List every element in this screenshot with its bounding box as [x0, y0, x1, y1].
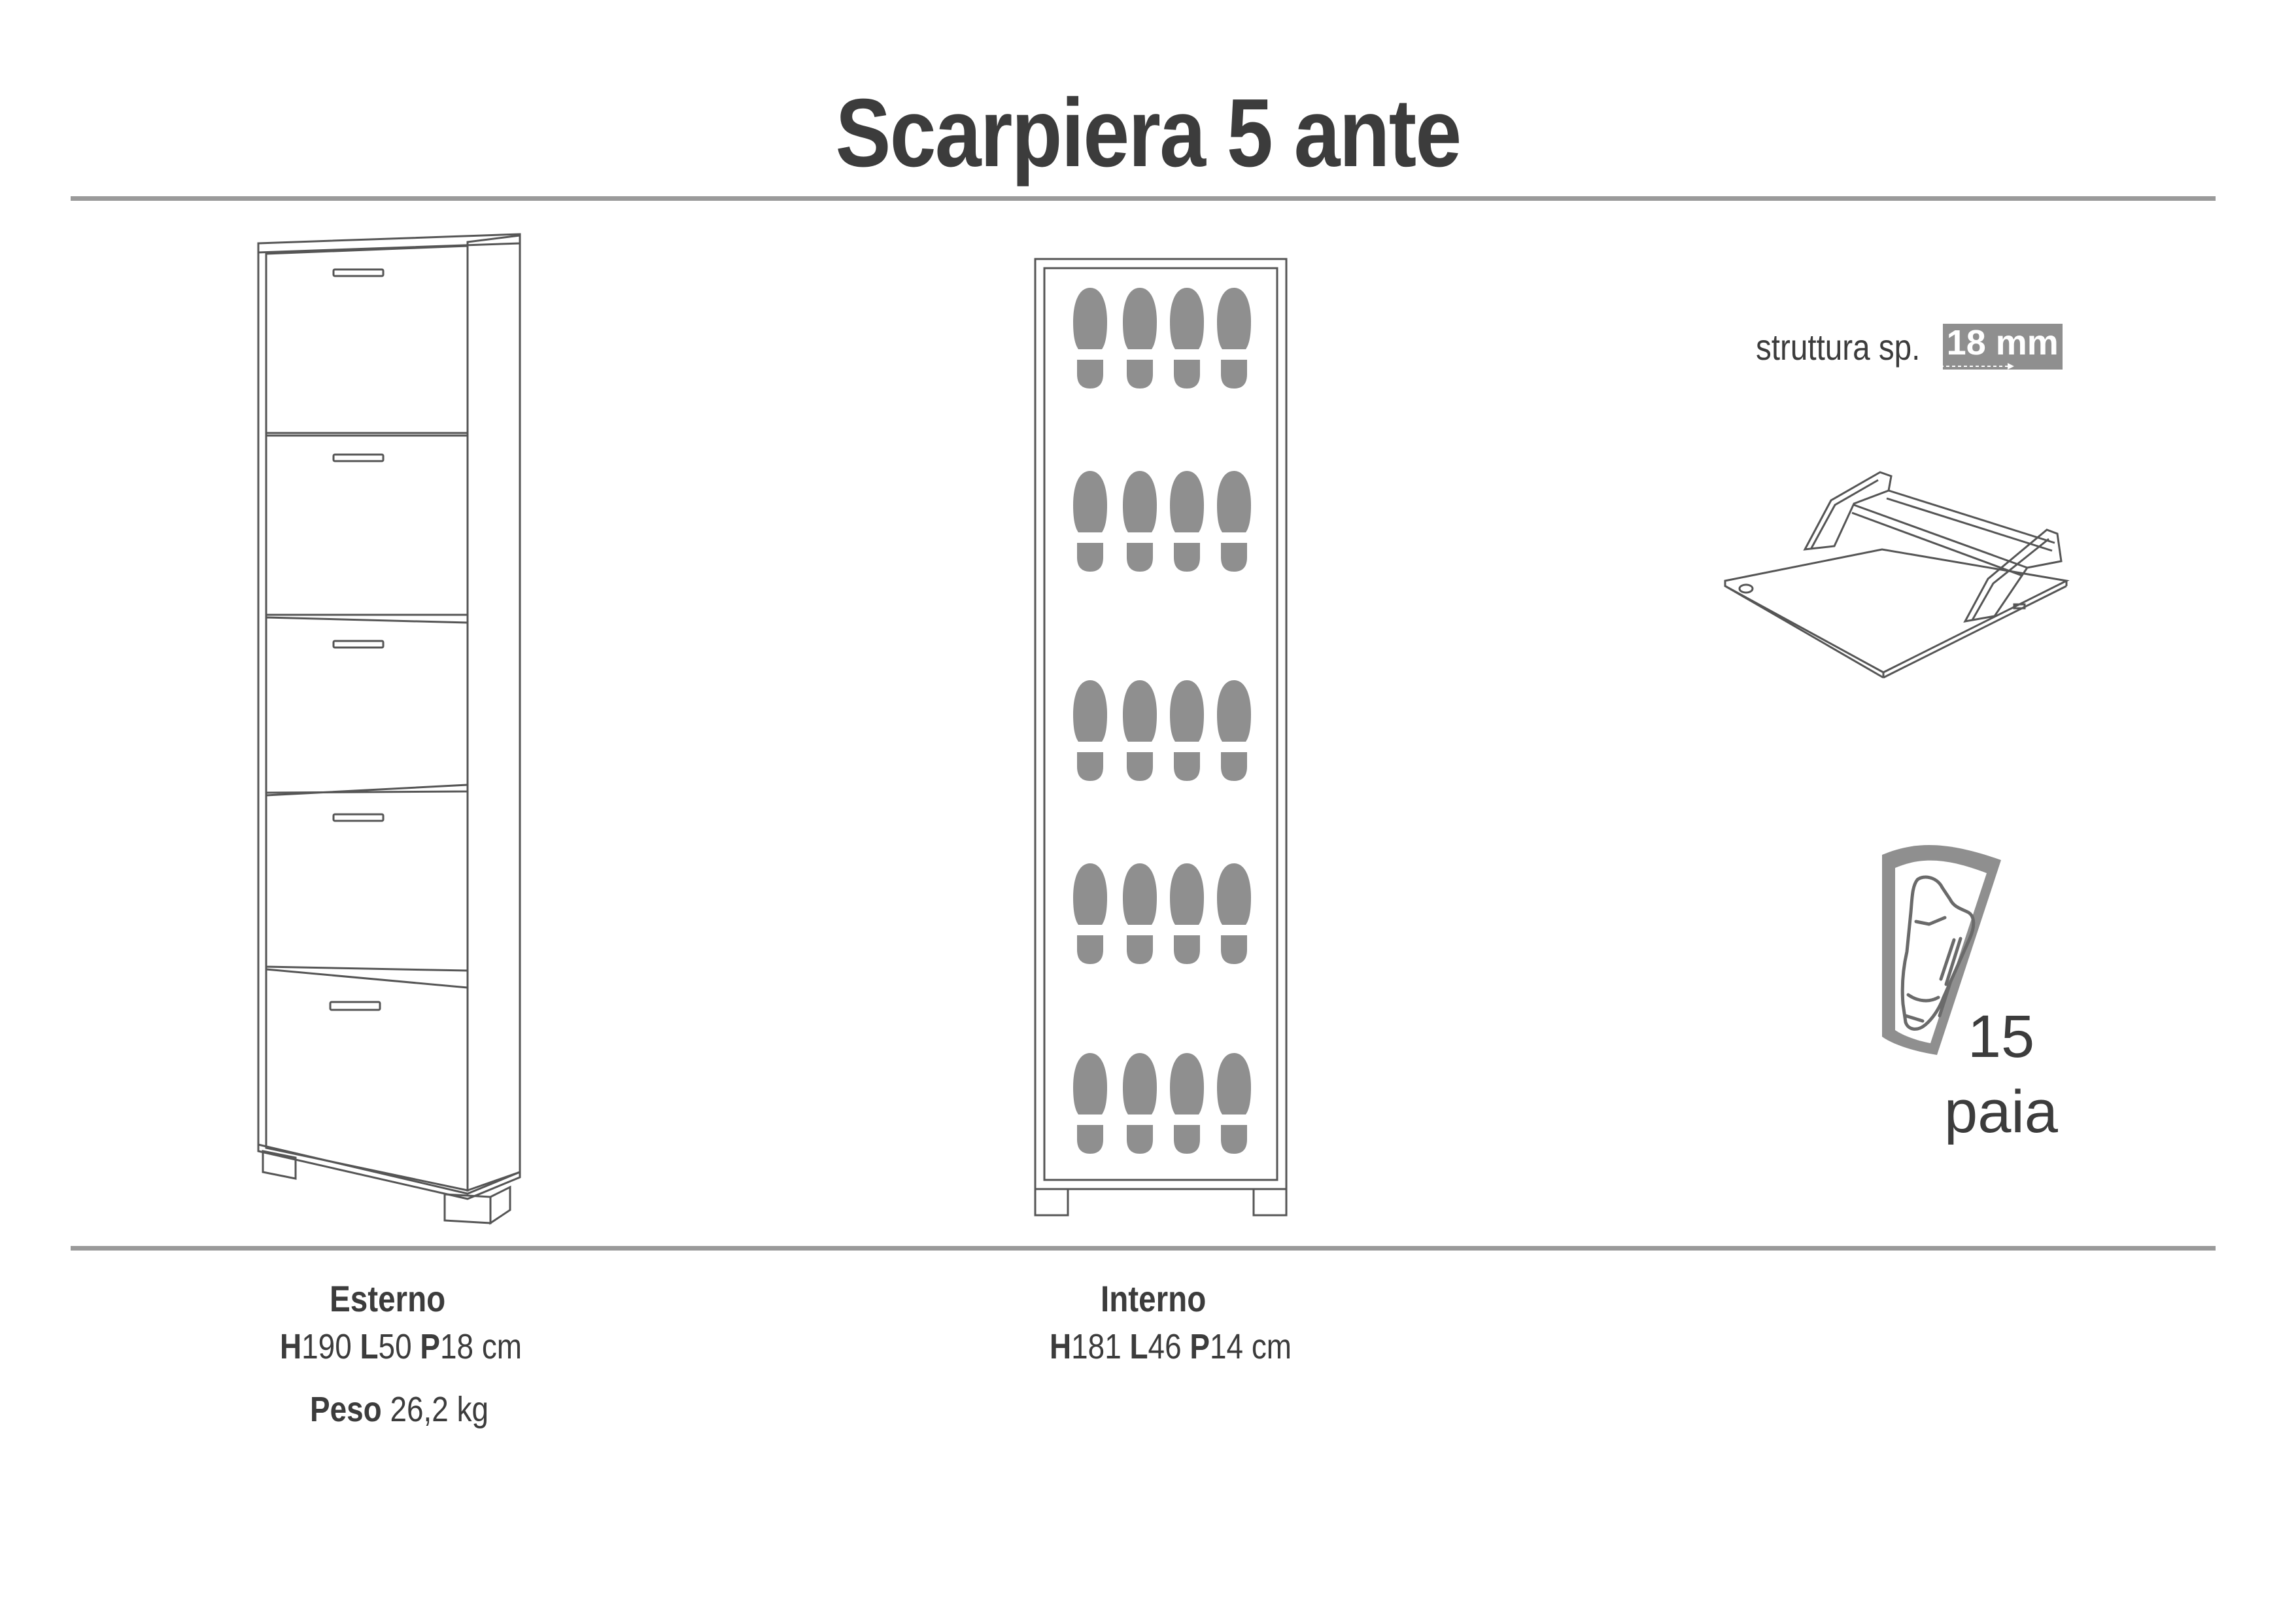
- exterior-h-label: H: [280, 1327, 302, 1366]
- interior-heading: Interno: [1101, 1278, 1207, 1319]
- shoe-cabinet-interior-drawing: [1030, 256, 1292, 1224]
- interior-dimensions: [1050, 1329, 1292, 1364]
- bottom-divider: [71, 1246, 2216, 1251]
- weight-value: 26,2 kg: [390, 1390, 489, 1429]
- structure-label: struttura sp.: [1756, 326, 1921, 368]
- weight-label: Peso: [310, 1390, 382, 1429]
- structure-thickness: [1756, 324, 2063, 370]
- interior-h-value: 181: [1071, 1327, 1122, 1366]
- exterior-p-label: P: [420, 1327, 441, 1366]
- thickness-arrow-icon: [1930, 360, 2015, 373]
- shoe-rack-shelf-drawing: [1720, 464, 2086, 687]
- exterior-dimensions: [280, 1329, 522, 1364]
- top-divider: [71, 196, 2216, 201]
- capacity-count: [1929, 999, 2073, 1150]
- interior-l-value: 46: [1148, 1327, 1182, 1366]
- footprint-rows: [1073, 288, 1251, 1154]
- interior-unit: cm: [1251, 1327, 1292, 1366]
- exterior-unit: cm: [481, 1327, 523, 1366]
- interior-p-value: 14: [1210, 1327, 1244, 1366]
- exterior-l-label: L: [360, 1327, 379, 1366]
- interior-h-label: H: [1050, 1327, 1072, 1366]
- exterior-heading: Esterno: [330, 1278, 446, 1319]
- pairs-number: 15: [1967, 1003, 2035, 1070]
- page-title: Scarpiera 5 ante: [835, 79, 1461, 187]
- thickness-badge: 18 mm: [1943, 324, 2063, 370]
- interior-l-label: L: [1129, 1327, 1148, 1366]
- interior-p-label: P: [1190, 1327, 1210, 1366]
- pairs-unit: paia: [1944, 1079, 2058, 1145]
- exterior-l-value: 50: [378, 1327, 412, 1366]
- exterior-weight: [310, 1392, 488, 1427]
- exterior-h-value: 190: [301, 1327, 352, 1366]
- shoe-cabinet-exterior-drawing: [248, 229, 536, 1230]
- exterior-p-value: 18: [440, 1327, 474, 1366]
